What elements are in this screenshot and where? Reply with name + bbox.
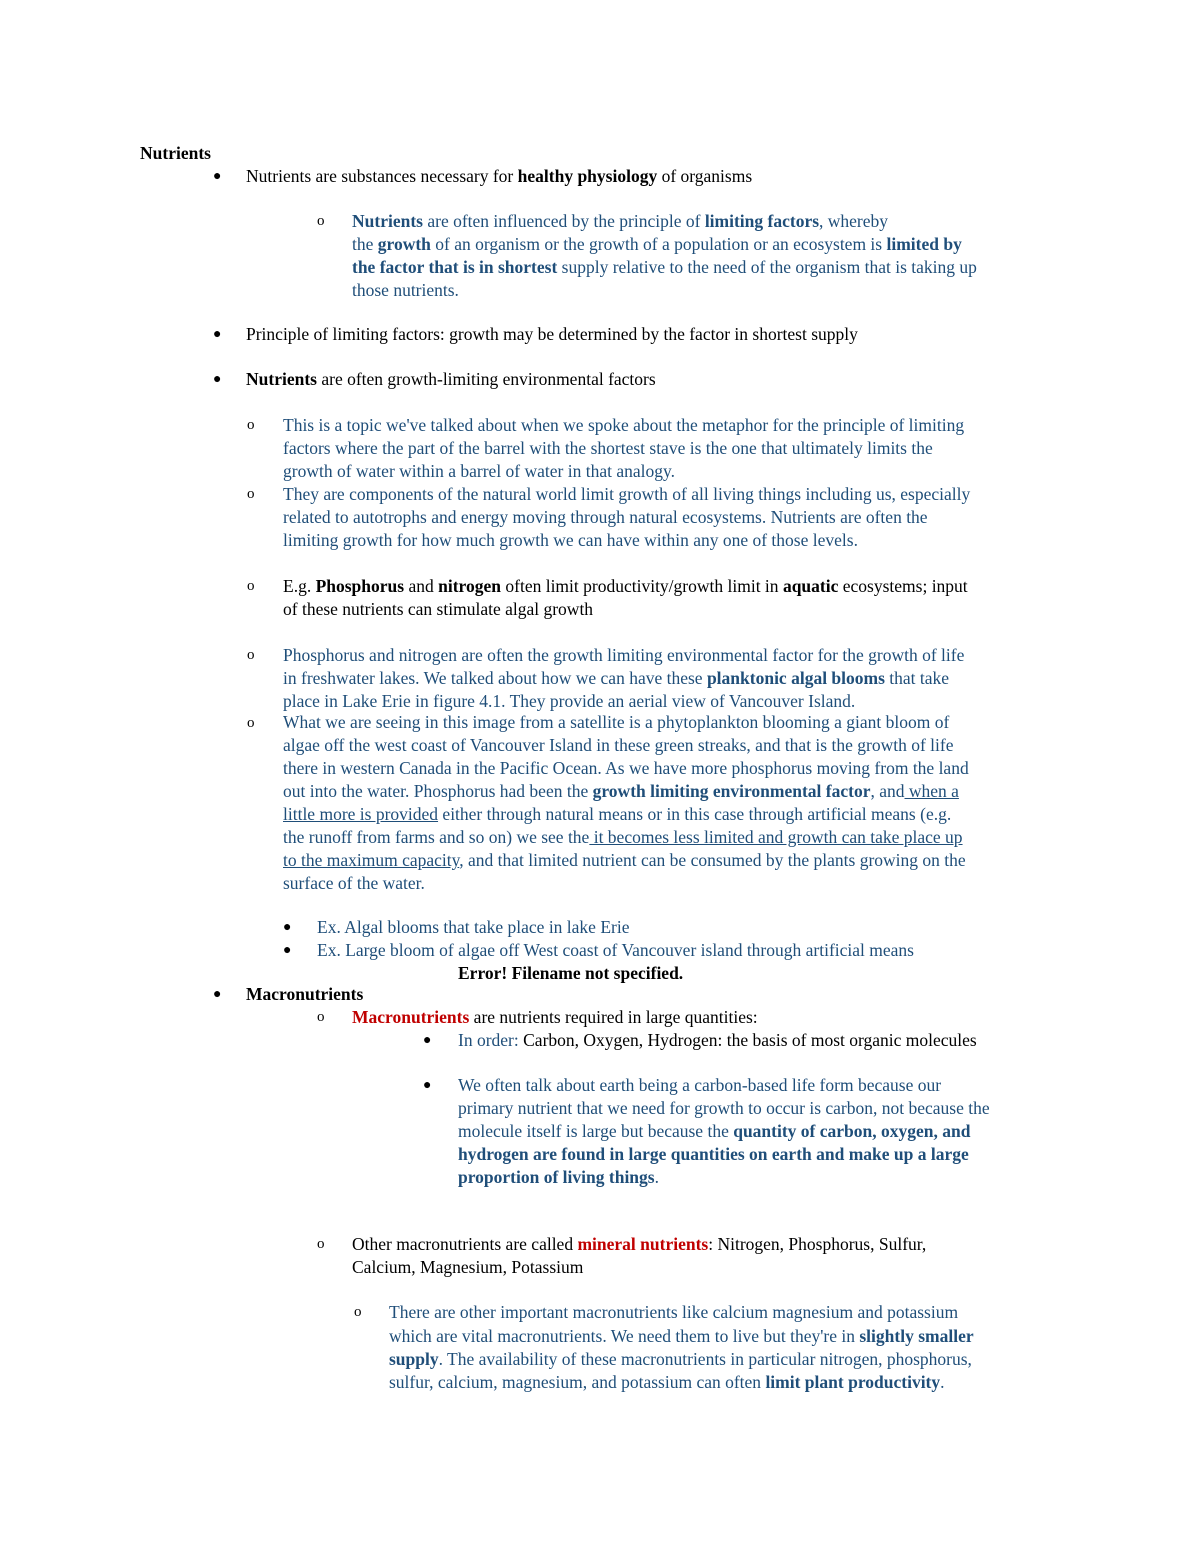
vital-macronutrients-note-line: sulfur, calcium, magnesium, and potassium can often limit plant productivity. xyxy=(389,1372,945,1392)
sub-marker: o xyxy=(247,578,255,594)
bullet-growth-limiting: Nutrients are often growth-limiting environmental factors xyxy=(246,369,656,389)
bullet-macronutrients: Macronutrients xyxy=(246,984,364,1004)
phosphorus-nitrogen-example-line: of these nutrients can stimulate algal growth xyxy=(283,599,594,619)
satellite-image-note-line: algae off the west coast of Vancouver Island in these green streaks, and that is the growth of life xyxy=(283,735,954,755)
sub-bullet-marker: ● xyxy=(283,920,292,935)
carbon-based-life-note-line: primary nutrient that we need for growth to occur is carbon, not because the xyxy=(458,1098,990,1118)
sub-bullet-marker: ● xyxy=(423,1078,432,1093)
freshwater-lakes-note-line: in freshwater lakes. We talked about how we can have these planktonic algal blooms that take xyxy=(283,668,950,688)
bullet-marker: ● xyxy=(213,169,222,184)
bullet-marker: ● xyxy=(213,372,222,387)
limiting-factors-note-line: those nutrients. xyxy=(352,280,459,300)
sub-marker: o xyxy=(247,647,255,663)
sub-marker: o xyxy=(317,1236,325,1252)
vital-macronutrients-note-line: supply. The availability of these macronutrients in particular nitrogen, phosphorus, xyxy=(389,1349,972,1369)
components-note-line: related to autotrophs and energy moving through natural ecosystems. Nutrients are often the xyxy=(283,507,928,527)
satellite-image-note-line: there in western Canada in the Pacific Ocean. As we have more phosphorus moving from the land xyxy=(283,758,969,778)
missing-image-error: Error! Filename not specified. xyxy=(458,963,684,983)
bullet-marker: ● xyxy=(213,987,222,1002)
bullet-marker: ● xyxy=(213,327,222,342)
vital-macronutrients-note-line: There are other important macronutrients like calcium magnesium and potassium xyxy=(389,1302,959,1322)
macronutrients-definition: Macronutrients are nutrients required in large quantities: xyxy=(352,1007,758,1027)
components-note-line: They are components of the natural world limit growth of all living things including us, especially xyxy=(283,484,971,504)
mineral-nutrients-line: Other macronutrients are called mineral nutrients: Nitrogen, Phosphorus, Sulfur, xyxy=(352,1234,927,1254)
bullet-principle-of-limiting-factors: Principle of limiting factors: growth may be determined by the factor in shortest supply xyxy=(246,324,858,344)
limiting-factors-note-line: Nutrients are often influenced by the principle of limiting factors, whereby xyxy=(352,211,889,231)
carbon-based-life-note-line: molecule itself is large but because the quantity of carbon, oxygen, and xyxy=(458,1121,971,1141)
sub-bullet-marker: ● xyxy=(283,943,292,958)
sub-marker: o xyxy=(247,486,255,502)
sub-marker: o xyxy=(247,417,255,433)
satellite-image-note-line: little more is provided either through natural means or in this case through artificial means (e.g. xyxy=(283,804,952,824)
sub-marker: o xyxy=(247,715,255,731)
satellite-image-note-line: to the maximum capacity, and that limited nutrient can be consumed by the plants growing on the xyxy=(283,850,966,870)
section-heading: Nutrients xyxy=(140,143,211,163)
freshwater-lakes-note-line: place in Lake Erie in figure 4.1. They provide an aerial view of Vancouver Island. xyxy=(283,691,856,711)
barrel-metaphor-note-line: This is a topic we've talked about when we spoke about the metaphor for the principle of limiting xyxy=(283,415,965,435)
sub-marker: o xyxy=(354,1304,362,1320)
carbon-based-life-note-line: hydrogen are found in large quantities on earth and make up a large xyxy=(458,1144,969,1164)
sub-bullet-marker: ● xyxy=(423,1033,432,1048)
limiting-factors-note-line: the factor that is in shortest supply relative to the need of the organism that is taking up xyxy=(352,257,977,277)
example-lake-erie: Ex. Algal blooms that take place in lake Erie xyxy=(317,917,630,937)
sub-marker: o xyxy=(317,1009,325,1025)
example-vancouver-island: Ex. Large bloom of algae off West coast of Vancouver island through artificial means xyxy=(317,940,914,960)
satellite-image-note-line: surface of the water. xyxy=(283,873,425,893)
freshwater-lakes-note-line: Phosphorus and nitrogen are often the growth limiting environmental factor for the growth of life xyxy=(283,645,965,665)
satellite-image-note-line: What we are seeing in this image from a satellite is a phytoplankton blooming a giant bloom of xyxy=(283,712,950,732)
carbon-based-life-note-line: proportion of living things. xyxy=(458,1167,659,1187)
components-note-line: limiting growth for how much growth we can have within any one of those levels. xyxy=(283,530,858,550)
phosphorus-nitrogen-example-line: E.g. Phosphorus and nitrogen often limit productivity/growth limit in aquatic ecosystems; input xyxy=(283,576,968,596)
carbon-based-life-note-line: We often talk about earth being a carbon-based life form because our xyxy=(458,1075,942,1095)
bullet-nutrients-definition: Nutrients are substances necessary for healthy physiology of organisms xyxy=(246,166,753,186)
vital-macronutrients-note-line: which are vital macronutrients. We need them to live but they're in slightly smaller xyxy=(389,1326,974,1346)
sub-marker: o xyxy=(317,213,325,229)
satellite-image-note-line: out into the water. Phosphorus had been the growth limiting environmental factor, and when a xyxy=(283,781,959,801)
mineral-nutrients-line: Calcium, Magnesium, Potassium xyxy=(352,1257,584,1277)
barrel-metaphor-note-line: factors where the part of the barrel with the shortest stave is the one that ultimately limits the xyxy=(283,438,933,458)
limiting-factors-note-line: the growth of an organism or the growth of a population or an ecosystem is limited by xyxy=(352,234,962,254)
barrel-metaphor-note-line: growth of water within a barrel of water in that analogy. xyxy=(283,461,675,481)
satellite-image-note-line: the runoff from farms and so on) we see the it becomes less limited and growth can take place up xyxy=(283,827,963,847)
macronutrients-order: In order: Carbon, Oxygen, Hydrogen: the basis of most organic molecules xyxy=(458,1030,977,1050)
